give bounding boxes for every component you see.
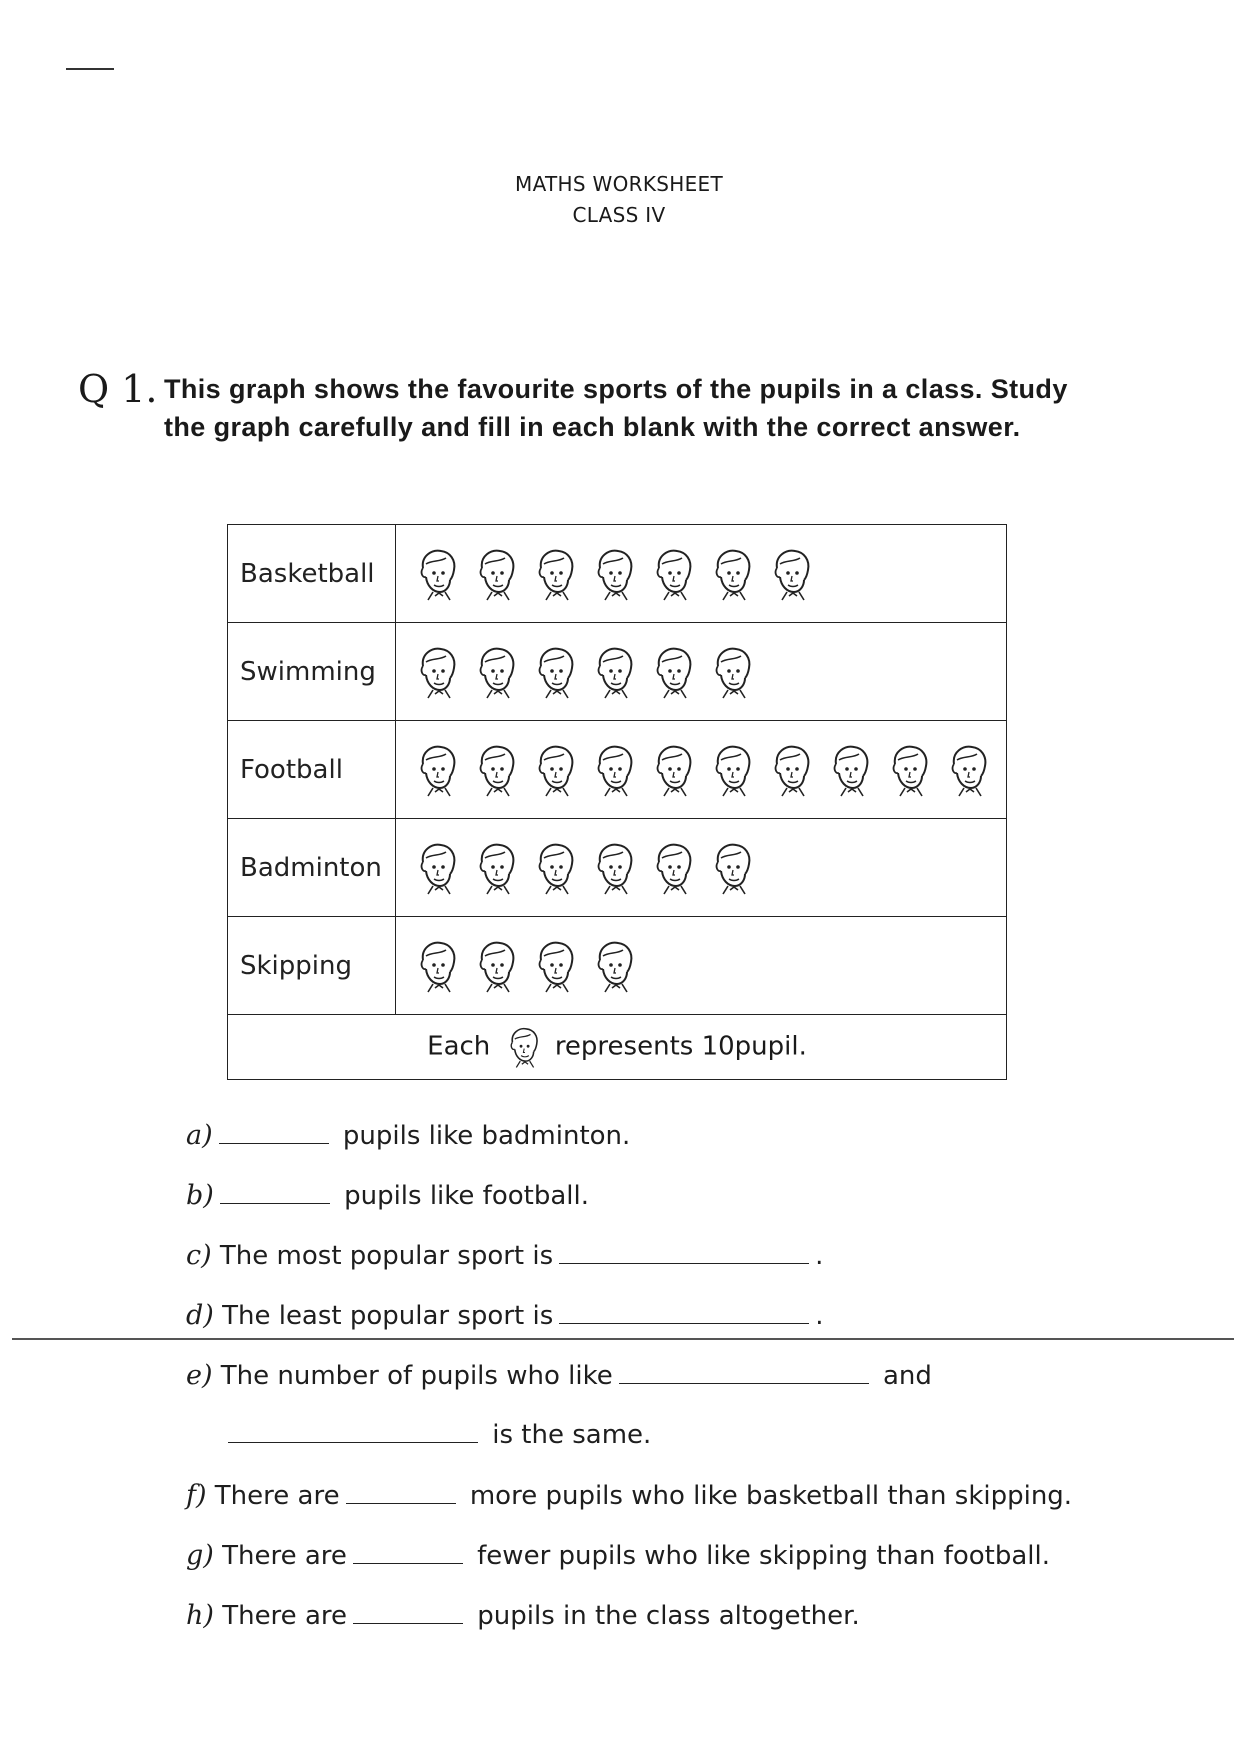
answer-blank-e1[interactable]	[619, 1361, 869, 1384]
boy-face-icon	[473, 546, 518, 602]
icon-cell	[396, 917, 1007, 1015]
boy-face-icon	[473, 742, 518, 798]
boy-face-icon	[473, 840, 518, 896]
question-h	[186, 1600, 860, 1631]
question-a	[186, 1120, 630, 1151]
boy-face-icon	[650, 546, 695, 602]
boy-face-icon	[532, 742, 577, 798]
boy-face-icon	[709, 546, 754, 602]
question-g-text: fewer pupils who like skipping than football.	[477, 1541, 1050, 1571]
question-e-text: The number of pupils who like	[220, 1361, 613, 1391]
boy-face-icon	[532, 840, 577, 896]
key-text-before: Each	[427, 1031, 491, 1062]
key-text-after: represents 10pupil.	[554, 1031, 807, 1062]
boy-face-icon	[709, 742, 754, 798]
worksheet-class: CLASS IV	[572, 203, 666, 227]
answer-blank-a[interactable]	[219, 1121, 329, 1144]
boy-face-icon	[827, 742, 872, 798]
pictograph-row	[228, 721, 1007, 819]
boy-face-icon	[473, 644, 518, 700]
answer-blank-b[interactable]	[220, 1181, 330, 1204]
worksheet-title: MATHS WORKSHEET	[515, 172, 723, 196]
answer-blank-d[interactable]	[559, 1301, 809, 1324]
question-e-continued	[222, 1420, 651, 1450]
sport-label: Badminton	[228, 819, 396, 917]
boy-face-icon	[532, 546, 577, 602]
boy-face-icon	[532, 644, 577, 700]
boy-face-icon	[414, 742, 459, 798]
question-e-mid: and	[882, 1361, 932, 1391]
boy-face-icon	[709, 840, 754, 896]
boy-face-icon	[414, 644, 459, 700]
letter-f: f)	[186, 1480, 207, 1511]
boy-face-icon	[591, 840, 636, 896]
scan-mark	[66, 68, 114, 70]
boy-face-icon	[505, 1025, 541, 1069]
icon-cell	[396, 819, 1007, 917]
icon-cell	[396, 525, 1007, 623]
letter-h: h)	[186, 1600, 214, 1631]
boy-face-icon	[532, 938, 577, 994]
boy-face-icon	[414, 546, 459, 602]
question-c	[186, 1240, 823, 1271]
question-text: This graph shows the favourite sports of the pupils in a class. Study the graph carefully and fill in each blank with the correct answer.	[164, 374, 1068, 442]
boy-face-icon	[591, 546, 636, 602]
question-e-end: is the same.	[492, 1420, 652, 1450]
question-d-end: .	[815, 1301, 824, 1331]
boy-face-icon	[768, 546, 813, 602]
answer-blank-g[interactable]	[353, 1541, 463, 1564]
question-b	[186, 1180, 589, 1211]
pictograph-row	[228, 623, 1007, 721]
question-f-text: more pupils who like basketball than skipping.	[469, 1481, 1073, 1511]
icon-cell	[396, 721, 1007, 819]
pictograph-table	[227, 524, 1007, 1080]
boy-face-icon	[709, 644, 754, 700]
boy-face-icon	[650, 742, 695, 798]
question-b-text: pupils like football.	[344, 1181, 589, 1211]
boy-face-icon	[414, 938, 459, 994]
answer-blank-c[interactable]	[559, 1241, 809, 1264]
boy-face-icon	[886, 742, 931, 798]
scan-line	[12, 1338, 1234, 1340]
boy-face-icon	[591, 644, 636, 700]
sport-label: Football	[228, 721, 396, 819]
letter-g: g)	[186, 1540, 214, 1571]
boy-face-icon	[945, 742, 990, 798]
pictograph-key	[228, 1015, 1007, 1080]
question-e	[186, 1360, 932, 1391]
question-g	[186, 1540, 1050, 1571]
boy-face-icon	[650, 644, 695, 700]
question-g-pre: There are	[222, 1541, 347, 1571]
pictograph-row	[228, 917, 1007, 1015]
letter-e: e)	[186, 1360, 213, 1391]
letter-b: b)	[186, 1180, 214, 1211]
question-d	[186, 1300, 824, 1331]
icon-cell	[396, 623, 1007, 721]
question-h-pre: There are	[222, 1601, 347, 1631]
boy-face-icon	[473, 938, 518, 994]
answer-blank-e2[interactable]	[228, 1420, 478, 1443]
answer-blank-f[interactable]	[346, 1481, 456, 1504]
question-h-text: pupils in the class altogether.	[477, 1601, 860, 1631]
question-a-text: pupils like badminton.	[342, 1121, 631, 1151]
question-c-text: The most popular sport is	[219, 1241, 554, 1271]
question-d-text: The least popular sport is	[222, 1301, 554, 1331]
boy-face-icon	[768, 742, 813, 798]
question-number: Q 1.	[78, 367, 158, 411]
boy-face-icon	[414, 840, 459, 896]
boy-face-icon	[650, 840, 695, 896]
boy-face-icon	[591, 742, 636, 798]
sport-label: Swimming	[228, 623, 396, 721]
letter-a: a)	[186, 1120, 213, 1151]
letter-d: d)	[186, 1300, 214, 1331]
sport-label: Skipping	[228, 917, 396, 1015]
question-f-pre: There are	[214, 1481, 340, 1511]
question-c-end: .	[815, 1241, 824, 1271]
answer-blank-h[interactable]	[353, 1601, 463, 1624]
boy-face-icon	[591, 938, 636, 994]
question-f	[186, 1480, 1072, 1511]
letter-c: c)	[186, 1240, 212, 1271]
pictograph-row	[228, 819, 1007, 917]
pictograph-row	[228, 525, 1007, 623]
sport-label: Basketball	[228, 525, 396, 623]
